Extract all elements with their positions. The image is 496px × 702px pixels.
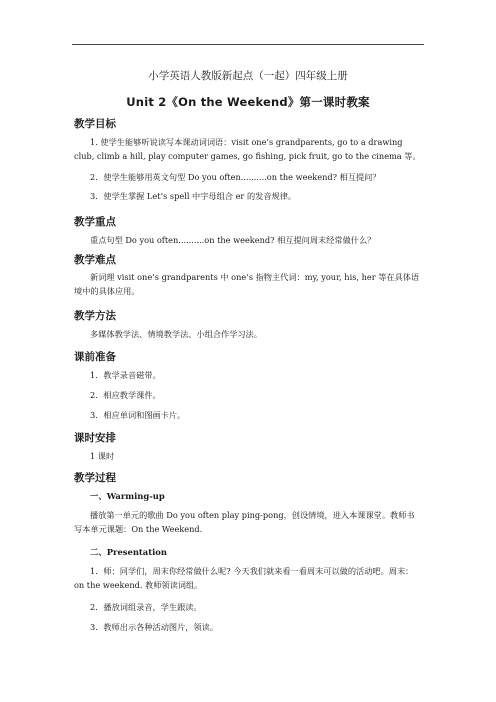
- presentation-item-3: 3．教师出示各种活动图片，领读。: [90, 622, 219, 632]
- key-points-text: 重点句型 Do you often..........on the weekend? 相互提问周末经常做什么？: [90, 235, 376, 245]
- process-warmup-text: 播放第一单元的歌曲 Do you often play ping-pong，创设情境，进入本课课堂。教师书写本单元课题：On the Weekend.: [74, 510, 415, 534]
- header-rule: [72, 44, 424, 45]
- difficulties-text: 新词理 visit one’s grandparents 中 one’s 指物主代词：my, your, his, her 等在具体语境中的具体应用。: [74, 272, 420, 296]
- process-presentation-heading: 二、Presentation: [90, 547, 167, 557]
- process-warmup-heading: 一、Warming-up: [90, 491, 165, 501]
- objective-item-1: 1. 使学生能够听说读写本课动词词语：visit one’s grandparents, go to a drawing club, climb a hill, play computer games, go fishing, pick fruit, go to the cinema 等。: [74, 137, 421, 161]
- document-title: Unit 2《On the Weekend》第一课时教案: [126, 95, 370, 109]
- heading-schedule: 课时安排: [74, 432, 116, 444]
- preparation-item-2: 2．相应教学课件。: [90, 390, 161, 400]
- methods-text: 多媒体教学法、情境教学法、小组合作学习法。: [90, 329, 262, 339]
- heading-methods: 教学方法: [74, 310, 116, 322]
- heading-key-points: 教学重点: [74, 216, 116, 228]
- heading-objectives: 教学目标: [74, 118, 116, 130]
- presentation-item-2: 2．播放词组录音，学生跟读。: [90, 602, 202, 612]
- heading-difficulties: 教学难点: [74, 254, 116, 266]
- presentation-item-1: 1．师：同学们，周末你经常做什么呢? 今天我们就来看一看周末可以做的活动吧。周末：on the weekend. 教师领读词组。: [74, 566, 414, 590]
- preparation-item-3: 3．相应单词和图画卡片。: [90, 410, 186, 420]
- schedule-text: 1 课时: [90, 451, 115, 461]
- document-subtitle: 小学英语人教版新起点（一起）四年级上册: [148, 70, 348, 82]
- heading-process: 教学过程: [74, 472, 116, 484]
- objective-item-3: 3．使学生掌握 Let’s spell 中字母组合 er 的发音规律。: [90, 191, 297, 201]
- objective-item-2: 2．使学生能够用英文句型 Do you often..........on the weekend? 相互提问？: [90, 172, 381, 182]
- preparation-item-1: 1．教学录音磁带。: [90, 370, 161, 380]
- heading-preparation: 课前准备: [74, 351, 116, 363]
